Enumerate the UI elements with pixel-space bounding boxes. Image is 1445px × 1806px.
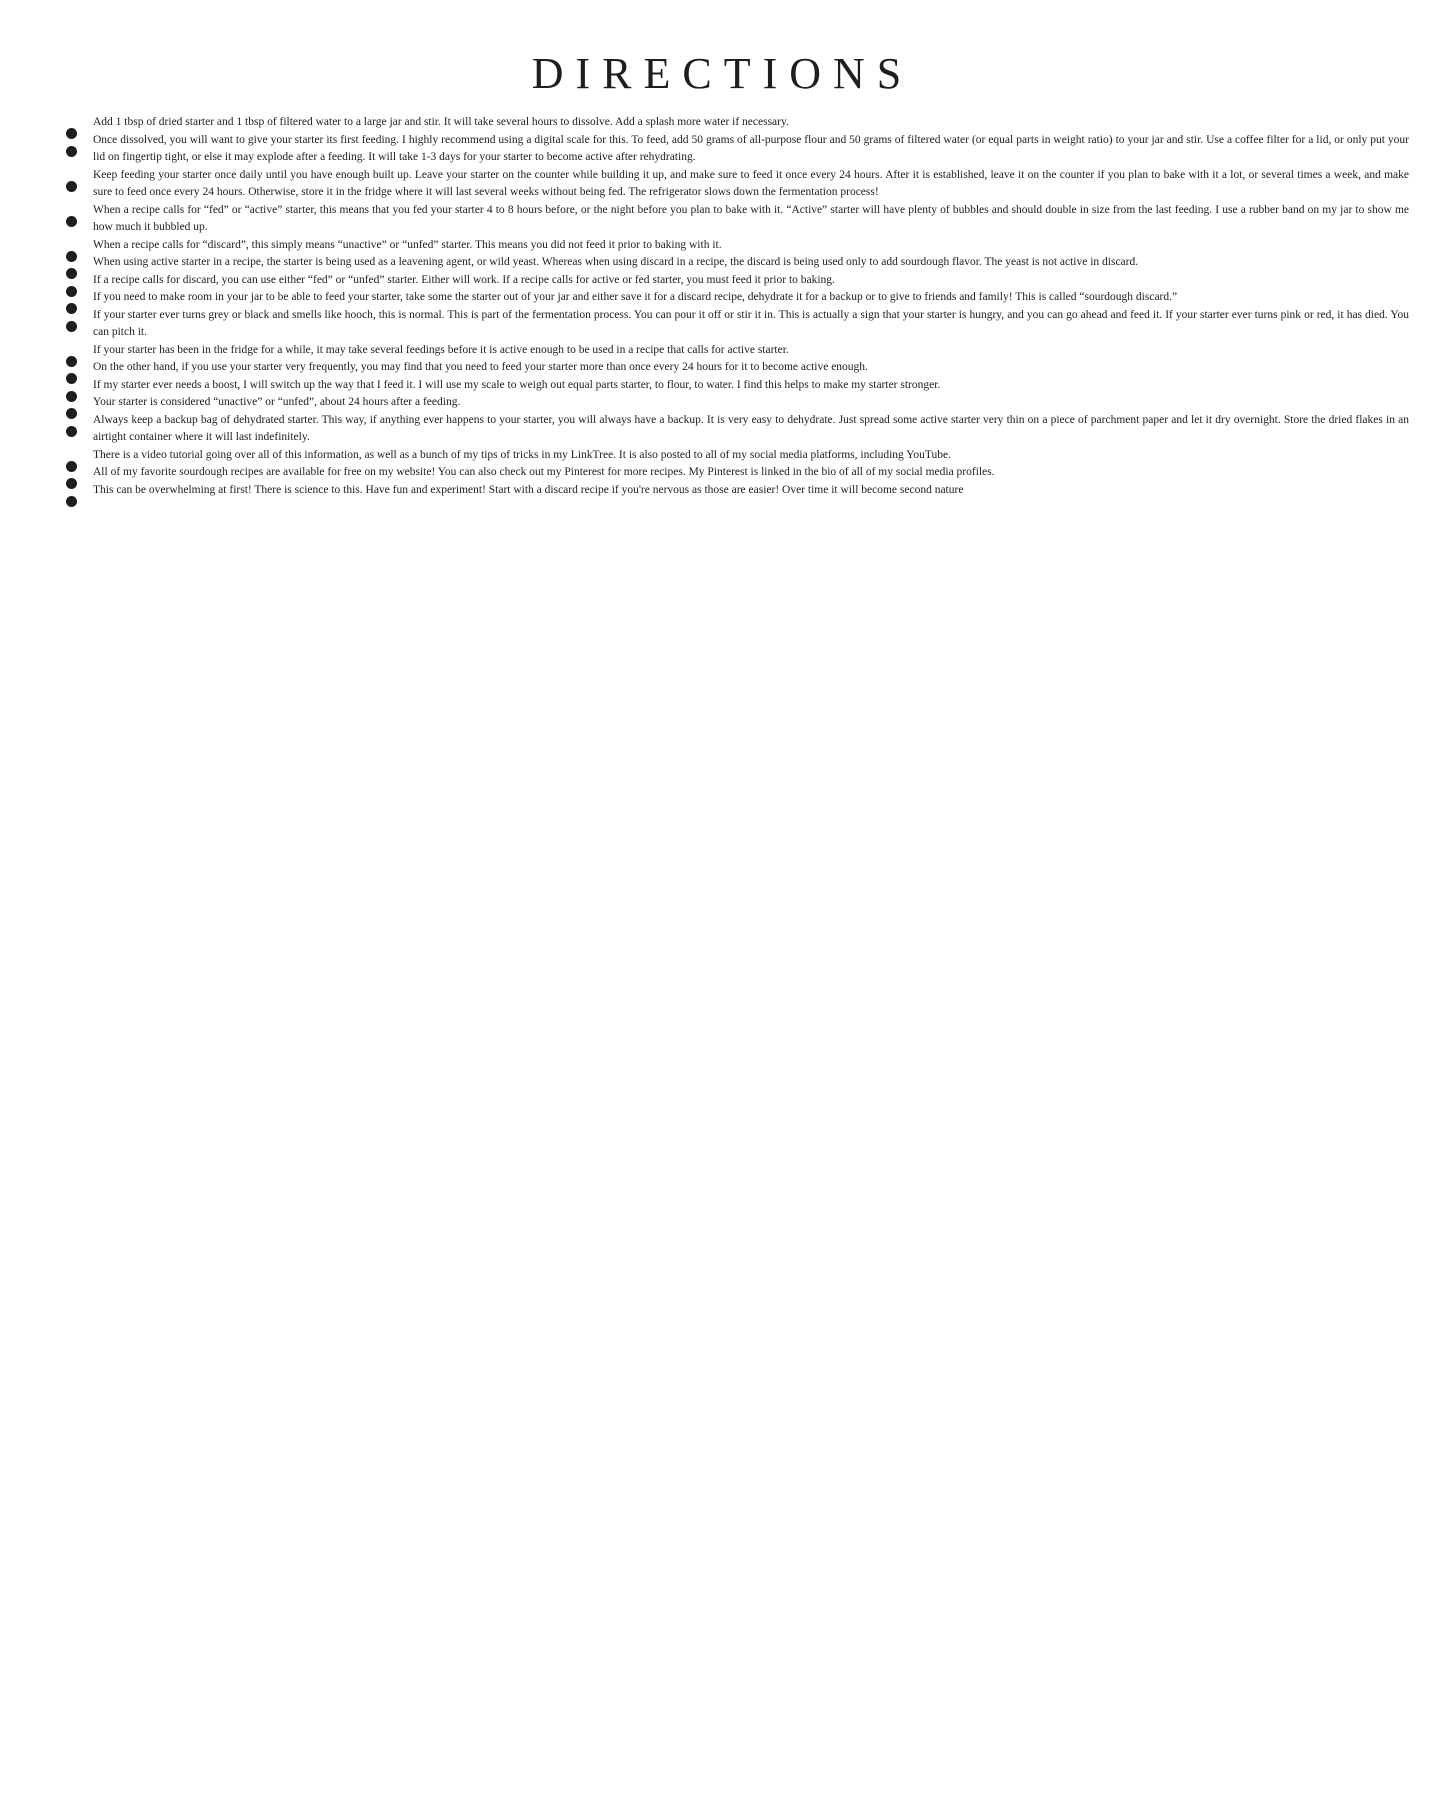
list-item xyxy=(36,202,1409,237)
list-item-text: When using active starter in a recipe, the starter is being used as a leavening agent, or wild yeast. Whereas when using discard in a recipe, the discard is being used only to add sourdough flavor. The yeast is not active in discard. xyxy=(93,256,1139,268)
list-item-text: On the other hand, if you use your starter very frequently, you may find that you need to feed your starter more than once every 24 hours for it to become active enough. xyxy=(93,361,868,373)
list-item-text: There is a video tutorial going over all of this information, as well as a bunch of my tips of tricks in my LinkTree. It is also posted to all of my social media platforms, including YouTube. xyxy=(93,448,952,461)
list-item-text: When a recipe calls for “fed” or “active” starter, this means that you fed your starter 4 to 8 hours before, or the night before you plan to bake with it. “Active” starter will have plenty of bubbles and should double in size from the last feeding. I use a rubber band on my jar to show me how much it bubbled up. xyxy=(93,203,1409,233)
list-item xyxy=(36,132,1409,167)
list-item xyxy=(36,464,1409,482)
list-item xyxy=(36,289,1409,307)
list-item-text: Your starter is considered “unactive” or “unfed”, about 24 hours after a feeding. xyxy=(93,396,461,408)
list-item xyxy=(36,377,1409,395)
list-item-text: If a recipe calls for discard, you can use either “fed” or “unfed” starter. Either will work. If a recipe calls for active or fed starter, you must feed it prior to baking. xyxy=(93,273,835,286)
bullet-icon xyxy=(66,146,77,157)
list-item-text: If your starter ever turns grey or black and smells like hooch, this is normal. This is part of the fermentation process. You can pour it off or stir it in. This is actually a sign that your starter is hungry, and you can go ahead and feed it. If your starter ever turns pink or red, it has died. You can pitch it. xyxy=(93,308,1409,338)
bullet-icon xyxy=(66,496,77,507)
list-item xyxy=(36,254,1409,272)
list-item xyxy=(36,412,1409,447)
list-item xyxy=(36,237,1409,255)
list-item xyxy=(36,342,1409,360)
list-item xyxy=(36,272,1409,290)
list-item-text: If you need to make room in your jar to be able to feed your starter, take some the starter out of your jar and either save it for a discard recipe, dehydrate it for a backup or to give to friends and family! This is called “sourdough discard.” xyxy=(93,291,1178,303)
list-item-text: This can be overwhelming at first! There is science to this. Have fun and experiment! Start with a discard recipe if you're nervous as those are easier! Over time it will become second nature xyxy=(93,483,964,496)
bullet-icon xyxy=(66,321,77,332)
bullet-icon xyxy=(66,426,77,437)
list-item-text: When a recipe calls for “discard”, this simply means “unactive” or “unfed” starter. This means you did not feed it prior to baking with it. xyxy=(93,238,722,251)
list-item-text: All of my favorite sourdough recipes are available for free on my website! You can also check out my Pinterest for more recipes. My Pinterest is linked in the bio of all of my social media profiles. xyxy=(93,466,995,478)
bullet-icon xyxy=(66,181,77,192)
list-item xyxy=(36,394,1409,412)
list-item-text: If my starter ever needs a boost, I will switch up the way that I feed it. I will use my scale to weigh out equal parts starter, to flour, to water. I find this helps to make my starter stronger. xyxy=(93,378,941,391)
bullet-icon xyxy=(66,216,77,227)
list-item xyxy=(36,359,1409,377)
list-item xyxy=(36,167,1409,202)
list-item xyxy=(36,447,1409,465)
page-title: DIRECTIONS xyxy=(531,49,914,98)
list-item-text: If your starter has been in the fridge for a while, it may take several feedings before it is active enough to be used in a recipe that calls for active starter. xyxy=(93,343,789,356)
list-item xyxy=(36,482,1409,500)
list-item-text: Add 1 tbsp of dried starter and 1 tbsp of filtered water to a large jar and stir. It will take several hours to dissolve. Add a splash more water if necessary. xyxy=(93,116,789,128)
list-item xyxy=(36,307,1409,342)
list-item-text: Once dissolved, you will want to give your starter its first feeding. I highly recommend using a digital scale for this. To feed, add 50 grams of all-purpose flour and 50 grams of filtered water (or equal parts in weight ratio) to your jar and stir. Use a coffee filter for a lid, or only put your lid on fingertip tight, or else it may explode after a feeding. It will take 1-3 days for your starter to become active after rehydrating. xyxy=(93,133,1409,163)
list-item-text: Always keep a backup bag of dehydrated starter. This way, if anything ever happens to your starter, you will always have a backup. It is very easy to dehydrate. Just spread some active starter very thin on a piece of parchment paper and let it dry overnight. Store the dried flakes in an airtight container where it will last indefinitely. xyxy=(93,413,1409,443)
directions-list xyxy=(36,114,1409,499)
list-item-text: Keep feeding your starter once daily until you have enough built up. Leave your starter on the counter while building it up, and make sure to feed it once every 24 hours. After it is established, leave it on the counter if you plan to bake with it a lot, or several times a week, and make sure to feed once every 24 hours. Otherwise, store it in the fridge where it will last several weeks without being fed. The refrigerator slows down the fermentation process! xyxy=(93,168,1409,198)
list-item xyxy=(36,114,1409,132)
